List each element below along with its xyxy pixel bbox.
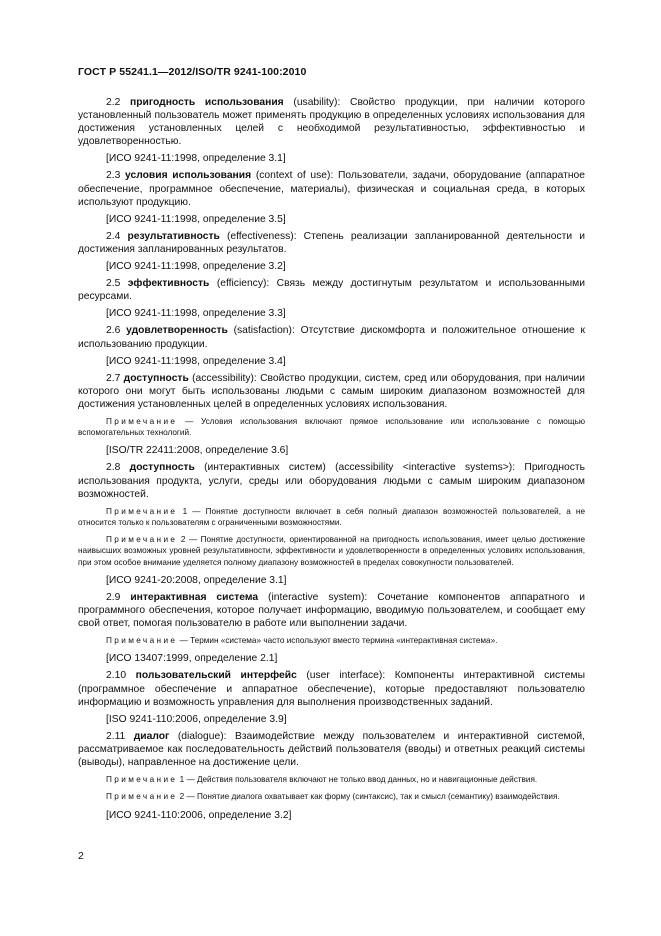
page-number: 2	[78, 850, 84, 862]
term-definition: (satisfaction): Отсутствие дискомфорта и положительное отношение к использованию продукции.	[78, 325, 585, 350]
definition-entry	[78, 230, 585, 256]
term-name: пользовательский интерфейс	[135, 670, 297, 682]
source-reference: [ИСО 9241-11:1998, определение 3.2]	[106, 261, 286, 273]
term-definition: (accessibility): Свойство продукции, систем, сред или оборудования, при наличии которого они могут быть использованы людьми с самым широким диапазоном возможностей для достижения установленных целей в определенных условиях использования.	[78, 372, 585, 410]
source-reference: [ИСО 9241-11:1998, определение 3.1]	[106, 153, 286, 165]
definition-entry	[78, 669, 585, 708]
entry-number: 2.5	[106, 278, 121, 290]
note-text: — Условия использования включают прямое использование или использование с помощью вспомогательных технологий.	[78, 416, 586, 438]
term-name: результативность	[127, 230, 220, 242]
source-reference: [ИСО 9241-110:2006, определение 3.2]	[106, 809, 292, 821]
note-label: Примечание	[106, 535, 178, 545]
note	[78, 506, 585, 528]
term-name: диалог	[133, 730, 170, 742]
source-reference: [ISO 9241-110:2006, определение 3.9]	[106, 713, 287, 725]
definition-entry	[78, 277, 585, 303]
term-name: условия использования	[125, 170, 252, 182]
term-definition: (effectiveness): Степень реализации запланированной деятельности и достижения запланированных результатов.	[78, 230, 585, 255]
document-body	[78, 96, 585, 826]
note-label: Примечание	[106, 792, 178, 802]
term-definition: (интерактивных систем) (accessibility <interactive systems>): Пригодность использования продукта, услуги, среды или оборудования людьми с самым широким диапазоном возможностей.	[78, 462, 585, 500]
note-label: Примечание	[106, 775, 178, 785]
entry-number: 2.2	[106, 97, 121, 108]
term-definition: (efficiency): Связь между достигнутым результатом и использованными ресурсами.	[78, 278, 585, 303]
entry-number: 2.3	[106, 170, 121, 182]
term-definition: (dialogue): Взаимодействие между пользователем и интерактивной системой, рассматриваемое как последовательность действий пользователя (вводы) и ответных реакций системы (выводы), направленное на достижение цели.	[78, 730, 585, 768]
definition-entry	[78, 591, 585, 630]
definition-entry	[78, 169, 585, 208]
term-definition: (context of use): Пользователи, задачи, оборудование (аппаратное обеспечение, программное обеспечение, материалы), физическая и социальная среда, в которых используют продукцию.	[78, 170, 585, 208]
note-text: 2 — Понятие доступности, ориентированной на пригодность использования, имеет целью достижение наивысших возможных уровней результативности, эффективности и удовлетворенности в определенных условиях использования, при этом особое внимание уделяется полному диапазону возможностей в пределах совокупности пользователей.	[78, 535, 585, 567]
term-name: эффективность	[127, 278, 210, 290]
entry-number: 2.4	[106, 230, 121, 242]
document-header: ГОСТ Р 55241.1—2012/ISO/TR 9241-100:2010	[78, 66, 307, 78]
note-label: Примечание	[106, 506, 178, 516]
source-reference: [ИСО 13407:1999, определение 2.1]	[106, 653, 278, 665]
term-name: доступность	[123, 372, 189, 384]
note-text: 1 — Понятие доступности включает в себя полный диапазон возможностей пользователей, а не относится только к пользователям с ограниченными возможностями.	[78, 506, 586, 527]
source-reference: [ИСО 9241-20:2008, определение 3.1]	[106, 574, 287, 586]
source-reference: [ИСО 9241-11:1998, определение 3.4]	[106, 355, 286, 367]
term-name: интерактивная система	[130, 591, 259, 603]
note	[78, 774, 585, 785]
note	[78, 635, 585, 646]
note-text: 1 — Действия пользователя включают не только ввод данных, но и навигационные действия.	[179, 775, 538, 785]
definition-entry	[78, 96, 585, 148]
note	[78, 791, 585, 802]
note-text: — Термин «система» часто используют вместо термина «интерактивная система».	[179, 636, 498, 646]
source-reference: [ИСО 9241-11:1998, определение 3.3]	[106, 308, 286, 320]
note	[78, 534, 585, 568]
definition-entry	[78, 372, 585, 411]
entry-number: 2.7	[106, 372, 121, 384]
term-name: пригодность использования	[130, 97, 284, 108]
definition-entry	[78, 324, 585, 350]
term-name: доступность	[129, 462, 195, 474]
term-definition: (user interface): Компоненты интерактивной системы (программное обеспечение и аппаратное обеспечение), которые предоставляют пользователю информацию и возможность управления для выполнения производственных заданий.	[78, 670, 585, 708]
entry-number: 2.8	[106, 462, 121, 474]
entry-number: 2.10	[106, 670, 127, 682]
note-text: 2 — Понятие диалога охватывает как форму (синтаксис), так и смысл (семантику) взаимодействия.	[179, 792, 560, 802]
source-reference: [ИСО 9241-11:1998, определение 3.5]	[106, 213, 286, 225]
note-label: Примечание	[106, 416, 178, 426]
source-reference: [ISO/TR 22411:2008, определение 3.6]	[106, 445, 289, 457]
definition-entry	[78, 461, 585, 500]
definition-entry	[78, 730, 585, 769]
note	[78, 416, 585, 438]
term-definition: (usability): Свойство продукции, при наличии которого установленный пользователь может применять продукцию в определенных условиях использования для достижения установленных целей с необходимой результативностью, эффективностью и удовлетворенностью.	[78, 97, 585, 148]
term-definition: (interactive system): Сочетание компонентов аппаратного и программного обеспечения, которое получает информацию, вводимую пользователем, и сообщает ему свой ответ, помогая пользователю в работе или выполнении задачи.	[78, 591, 585, 630]
entry-number: 2.11	[106, 730, 126, 742]
entry-number: 2.9	[106, 591, 121, 603]
entry-number: 2.6	[106, 325, 121, 337]
term-name: удовлетворенность	[126, 325, 228, 337]
note-label: Примечание	[106, 636, 178, 646]
